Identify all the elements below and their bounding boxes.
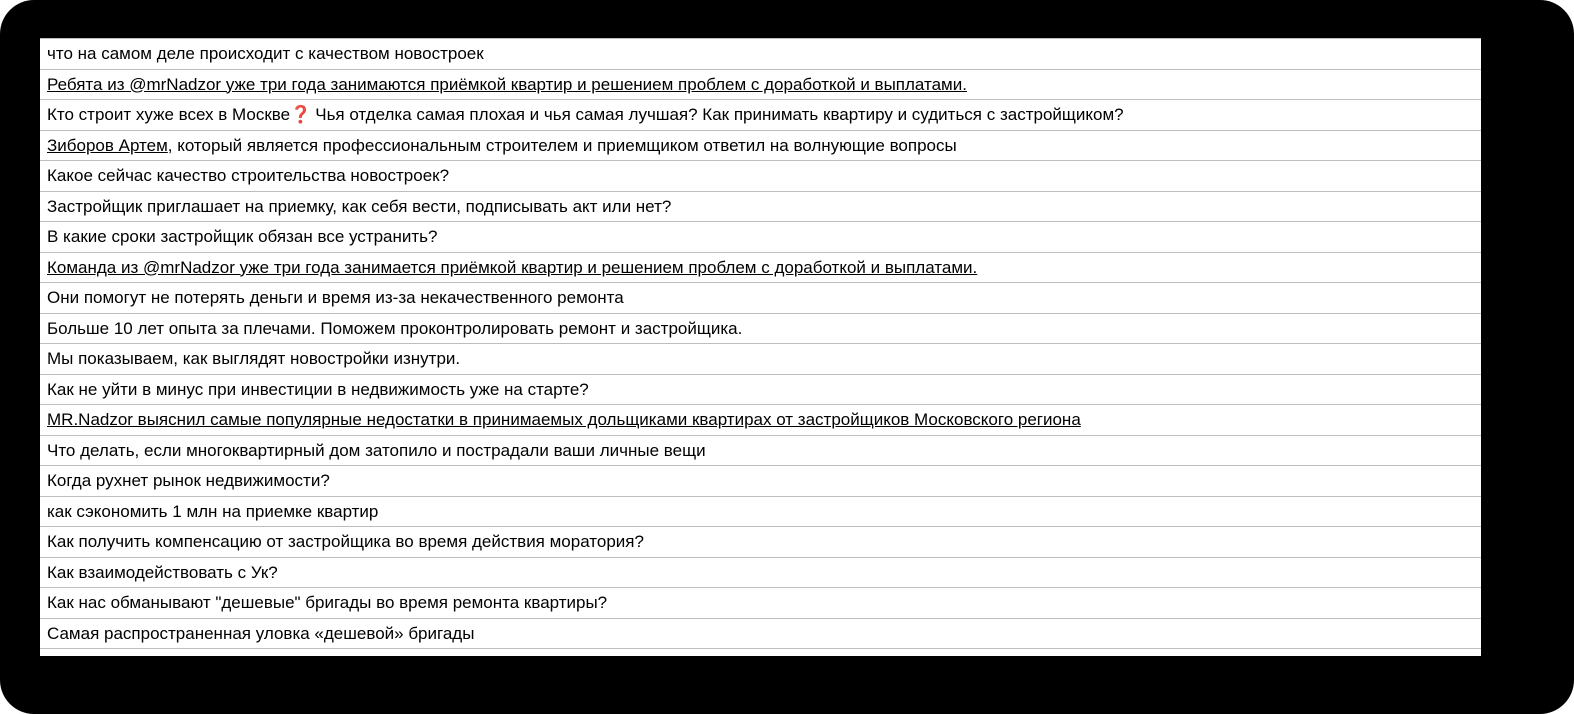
row-text: Больше 10 лет опыта за плечами. Поможем проконтролировать ремонт и застройщика.: [47, 318, 743, 338]
list-item-link[interactable]: [40, 405, 1481, 436]
row-text: Мы показываем, как выглядят новостройки изнутри.: [47, 349, 461, 368]
row-text-after: , который является профессиональным строителем и приемщиком ответил на волнующие вопросы: [167, 135, 957, 155]
list-item: [40, 619, 1481, 649]
list-item: [40, 161, 1481, 192]
row-text-after: Чья отделка самая плохая и чья самая лучшая? Как принимать квартиру и судиться с застройщиком?: [315, 105, 1124, 124]
row-text: Самая распространенная уловка «дешевой» бригады: [47, 623, 475, 643]
list-item: [40, 39, 1481, 70]
row-text: Как взаимодействовать с Ук?: [47, 562, 278, 582]
text-list: [40, 38, 1481, 656]
list-item: [40, 558, 1481, 588]
list-item: [40, 466, 1481, 497]
row-text: Как не уйти в минус при инвестиции в недвижимость уже на старте?: [47, 379, 589, 399]
list-item: [40, 222, 1481, 253]
list-item: [40, 344, 1481, 375]
row-link-text[interactable]: Ребята из @mrNadzor уже три года занимаются приёмкой квартир и решением проблем с доработкой и выплатами.: [47, 74, 967, 94]
row-text: Как нас обманывают "дешевые" бригады во время ремонта квартиры?: [47, 593, 608, 612]
list-item: [40, 527, 1481, 558]
row-text: Что делать, если многоквартирный дом затопило и пострадали ваши личные вещи: [47, 440, 706, 460]
list-item: [40, 588, 1481, 619]
row-text: В какие сроки застройщик обязан все устранить?: [47, 227, 438, 246]
row-text: Как получить компенсацию от застройщика во время действия моратория?: [47, 532, 644, 551]
row-link-text[interactable]: MR.Nadzor выяснил самые популярные недостатки в принимаемых дольщиками квартирах от застройщиков Московского региона: [47, 410, 1081, 429]
row-link-text[interactable]: Команда из @mrNadzor уже три года занимается приёмкой квартир и решением проблем с доработкой и выплатами.: [47, 257, 978, 277]
list-item: [40, 436, 1481, 466]
list-item: [40, 314, 1481, 344]
row-text: Они помогут не потерять деньги и время из-за некачественного ремонта: [47, 288, 624, 307]
row-text: Застройщик приглашает на приемку, как себя вести, подписывать акт или нет?: [47, 196, 672, 216]
list-item: [40, 100, 1481, 131]
list-item: [40, 283, 1481, 314]
list-item: [40, 131, 1481, 161]
row-text: как сэкономить 1 млн на приемке квартир: [47, 501, 379, 521]
row-text: Какое сейчас качество строительства новостроек?: [47, 166, 450, 185]
row-text: что на самом деле происходит с качеством новостроек: [47, 44, 484, 63]
row-text: Когда рухнет рынок недвижимости?: [47, 471, 330, 490]
row-text-before: Кто строит хуже всех в Москве: [47, 105, 291, 124]
person-link[interactable]: Зиборов Артем: [47, 135, 168, 155]
list-item: [40, 497, 1481, 527]
question-mark-icon: ❓: [290, 105, 312, 125]
list-item: [40, 375, 1481, 405]
list-item: [40, 192, 1481, 222]
list-item-link[interactable]: [40, 70, 1481, 100]
list-item-link[interactable]: [40, 253, 1481, 283]
